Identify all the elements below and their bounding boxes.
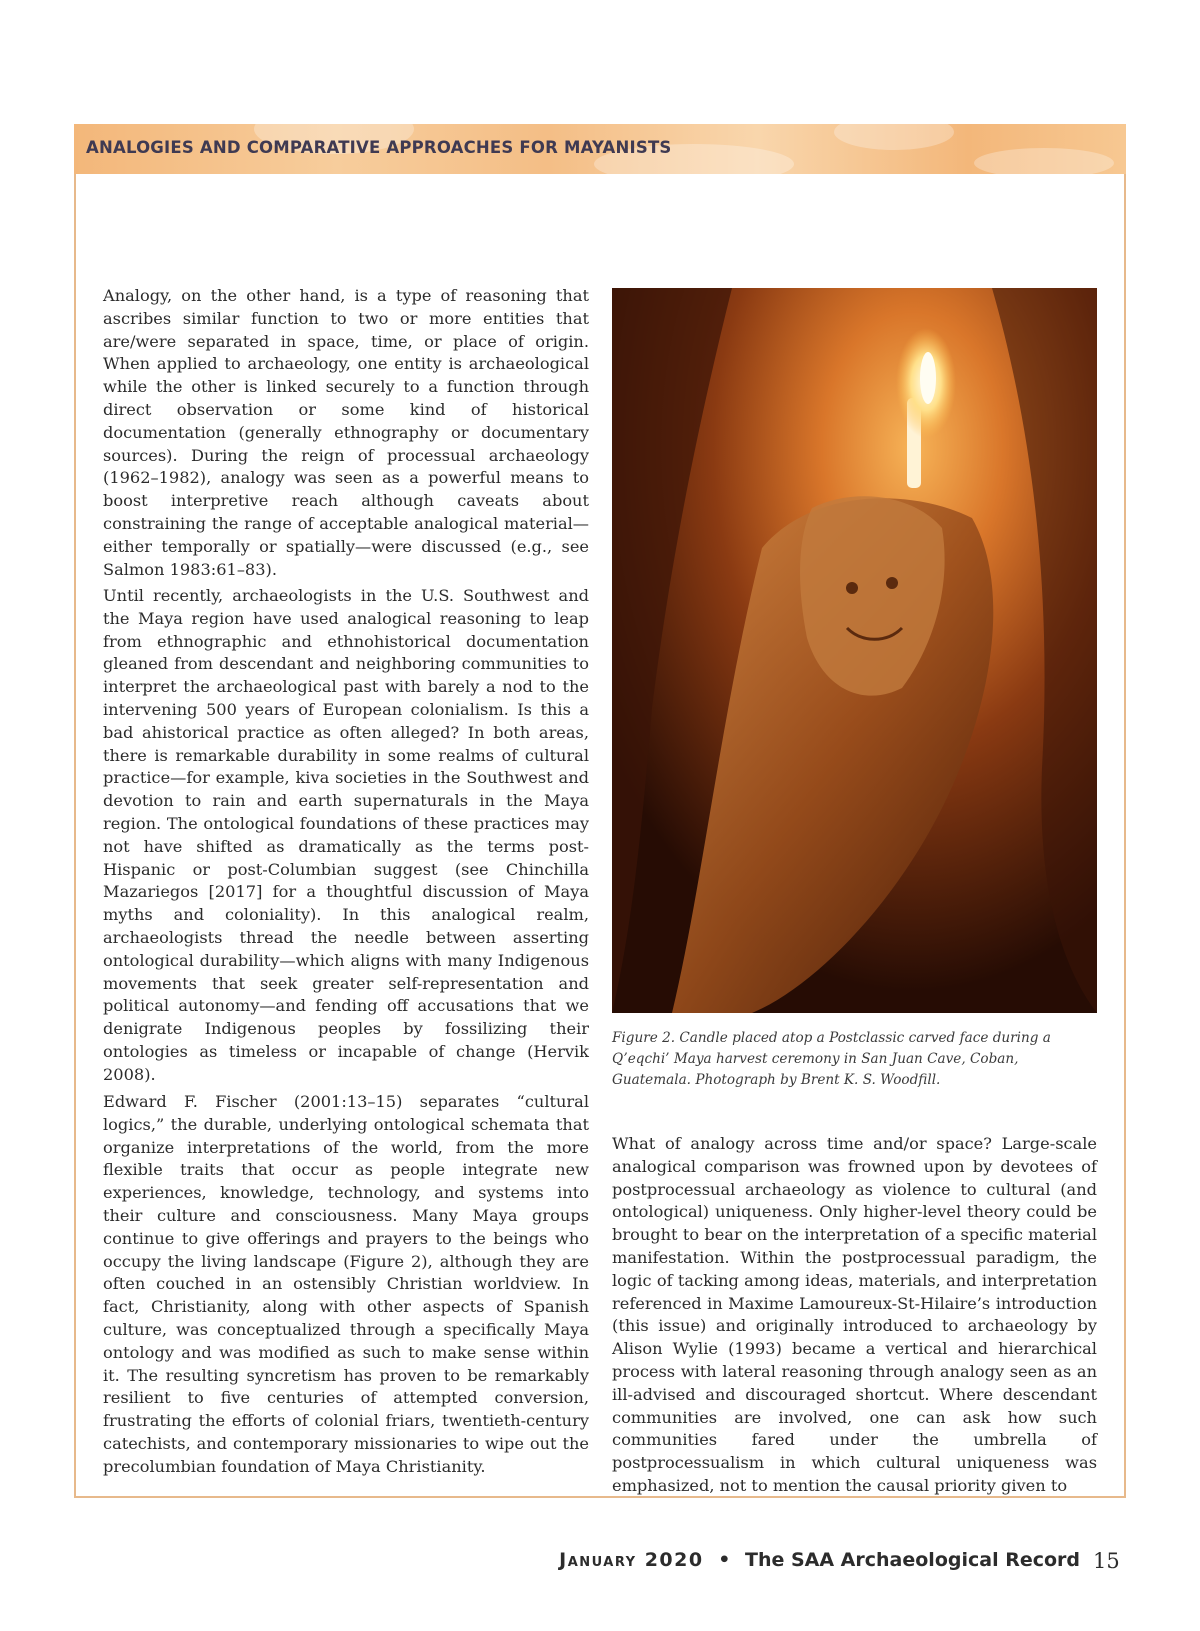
paragraph-analogy-across-time: What of analogy across time and/or space? Large-scale analogical comparison was frowned upon by devotees of postprocessual archaeology as violence to cultural (and ontological) uniqueness. Only higher-level theory could be brought to bear on the interpretation of a specific material manifestation. Within the postprocessual paradigm, the logic of tacking among ideas, materials, and interpretation referenced in Maxime Lamoureux-St-Hilaire’s introduction (this issue) and originally introduced to archaeology by Alison Wylie (1993) became a vertical and hierarchical process with lateral reasoning through analogy seen as an ill-advised and discouraged shortcut. Where descendant communities are involved, one can ask how such communities fared under the umbrella of postprocessualism in which cultural uniqueness was emphasized, not to mention the causal priority given to: [612, 1134, 1097, 1495]
cave-candle-image: [612, 288, 1097, 1013]
section-banner: [74, 124, 1126, 174]
page-number: 15: [1093, 1549, 1120, 1573]
issue-date: January 2020: [559, 1549, 704, 1571]
running-footer: [559, 1549, 1080, 1571]
paragraph-fischer: Edward F. Fischer (2001:13–15) separates “cultural logics,” the durable, underlying ontological schemata that organize interpretations of the world, from the more flexible traits that occur as people integrate new experiences, knowledge, technology, and systems into their culture and consciousness. Many Maya groups continue to give offerings and prayers to the beings who occupy the living landscape (Figure 2), although they are often couched in an ostensibly Christian worldview. In fact, Christianity, along with other aspects of Spanish culture, was conceptualized through a specifically Maya ontology and was modified as such to make sense within it. The resulting syncretism has proven to be remarkably resilient to five centuries of attempted conversion, frustrating the efforts of colonial friars, twentieth-century catechists, and contemporary missionaries to wipe out the precolumbian foundation of Maya Christianity.: [103, 1092, 589, 1476]
section-title: ANALOGIES AND COMPARATIVE APPROACHES FOR MAYANISTS: [86, 138, 672, 157]
left-column: [103, 285, 589, 1501]
paragraph-analogy: Analogy, on the other hand, is a type of reasoning that ascribes similar function to two or more entities that are/were separated in space, time, or place of origin. When applied to archaeology, one entity is archaeological while the other is linked securely to a function through direct observation or some kind of historical documentation (generally ethnography or documentary sources). During the reign of processual archaeology (1962–1982), analogy was seen as a powerful means to boost interpretive reach although caveats about constraining the range of acceptable analogical material—either temporally or spatially—were discussed (e.g., see Salmon 1983:61–83).: [103, 286, 589, 579]
right-column: [612, 1133, 1097, 1520]
paragraph-until-recently: Until recently, archaeologists in the U.S. Southwest and the Maya region have used analogical reasoning to leap from ethnographic and ethnohistorical documentation gleaned from descendant and neighboring communities to interpret the archaeological past with barely a nod to the intervening 500 years of European colonialism. Is this a bad ahistorical practice as often alleged? In both areas, there is remarkable durability in some realms of cultural practice—for example, kiva societies in the Southwest and devotion to rain and earth supernaturals in the Maya region. The ontological foundations of these practices may not have shifted as dramatically as the terms post-Hispanic or post-Columbian suggest (see Chinchilla Mazariegos [2017] for a thoughtful discussion of Maya myths and coloniality). In this analogical realm, archaeologists thread the needle between asserting ontological durability—which aligns with many Indigenous movements that seek greater self-representation and political autonomy—and fending off accusations that we denigrate Indigenous peoples by fossilizing their ontologies as timeless or incapable of change (Hervik 2008).: [103, 586, 589, 1084]
figure-photo: [612, 288, 1097, 1013]
journal-title: The SAA Archaeological Record: [744, 1549, 1080, 1571]
figure-caption: Figure 2. Candle placed atop a Postclassic carved face during a Q’eqchi’ Maya harvest ceremony in San Juan Cave, Coban, Guatemala. Photograph by Brent K. S. Woodfill.: [612, 1030, 1051, 1088]
footer-separator: •: [718, 1549, 731, 1571]
